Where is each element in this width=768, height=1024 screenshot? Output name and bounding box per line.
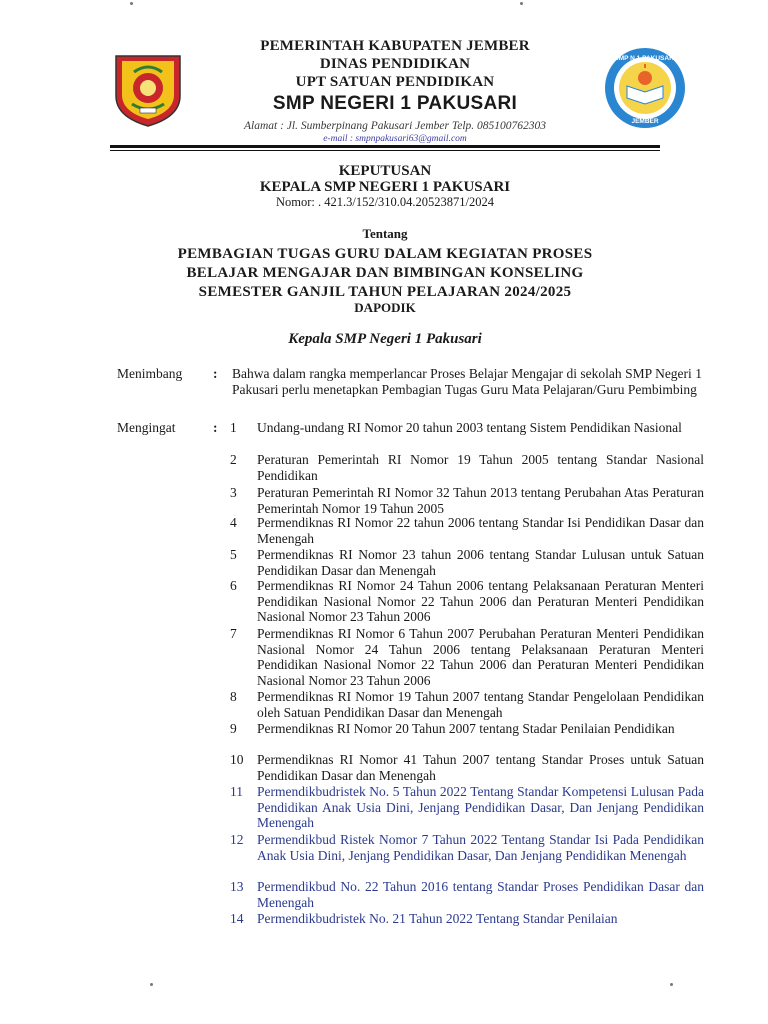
decree-issuer: KEPALA SMP NEGERI 1 PAKUSARI — [259, 179, 511, 195]
list-item-text: Permendiknas RI Nomor 41 Tahun 2007 tentang Standar Proses untuk Satuan Pendidikan Dasar dan Menengah — [257, 752, 704, 783]
list-item-text: Permendiknas RI Nomor 23 tahun 2006 tentang Standar Lulusan untuk Satuan Pendidikan Dasar dan Menengah — [257, 547, 704, 578]
list-item-text: Undang-undang RI Nomor 20 tahun 2003 tentang Sistem Pendidikan Nasional — [257, 420, 682, 435]
list-item-number: 13 — [230, 879, 244, 894]
school-seal-logo — [603, 46, 687, 130]
jember-regency-logo — [112, 52, 184, 128]
list-item-text: Permendiknas RI Nomor 6 Tahun 2007 Perubahan Peraturan Menteri Pendidikan Nasional Nomor 24 Tahun 2006 tentang Pelaksanaan Peraturan Menteri Pendidikan Nasional Nomor 22 Tahun 2006 dan Peraturan Menteri Pendidikan Nasional Nomor 23 Tahun 2006 — [257, 626, 704, 688]
list-item-text: Permendikbudristek No. 5 Tahun 2022 Tentang Standar Kompetensi Lulusan Pada Pendidikan Anak Usia Dini, Jenjang Pendidikan Dasar, Dan Jenjang Pendidikan Menengah — [257, 784, 704, 830]
list-item-text: Peraturan Pemerintah RI Nomor 19 Tahun 2005 tentang Standar Nasional Pendidikan — [257, 452, 704, 483]
list-item-number: 14 — [230, 911, 244, 926]
letterhead — [190, 37, 600, 145]
decree-title: KEPUTUSAN — [338, 163, 432, 179]
list-item-number: 12 — [230, 832, 244, 847]
list-item-number: 9 — [230, 721, 237, 736]
list-item-text: Permendikbud Ristek Nomor 7 Tahun 2022 Tentang Standar Isi Pada Pendidikan Anak Usia Dini, Jenjang Pendidikan Dasar, Dan Jenjang Pendidikan Menengah — [257, 832, 704, 863]
list-item-number: 11 — [230, 784, 243, 799]
mengingat-colon: : — [213, 420, 218, 435]
letterhead-rule-thick — [110, 145, 660, 148]
scan-speck — [150, 983, 153, 986]
menimbang-label: Menimbang — [117, 366, 183, 381]
letterhead-line-1: PEMERINTAH KABUPATEN JEMBER — [260, 38, 530, 54]
list-item-number: 3 — [230, 485, 237, 500]
list-item-text: Permendikbudristek No. 21 Tahun 2022 Tentang Standar Penilaian — [257, 911, 618, 926]
list-item-number: 6 — [230, 578, 237, 593]
decree-number: Nomor: . 421.3/152/310.04.20523871/2024 — [275, 195, 495, 209]
list-item-number: 8 — [230, 689, 237, 704]
decree-subject-line-4: DAPODIK — [354, 300, 416, 315]
seal-text-top: SMP N 1 PAKUSARI — [614, 55, 676, 62]
decree-tentang: Tentang — [362, 226, 408, 241]
list-item-text: Permendiknas RI Nomor 22 tahun 2006 tentang Standar Isi Pendidikan Dasar dan Menengah — [257, 515, 704, 546]
list-item-number: 10 — [230, 752, 244, 767]
letterhead-rule-thin — [110, 150, 660, 151]
menimbang-text: Bahwa dalam rangka memperlancar Proses Belajar Mengajar di sekolah SMP Negeri 1 Pakusari perlu menetapkan Pembagian Tugas Guru Mata Pelajaran/Guru Pembimbing — [232, 366, 702, 397]
list-item-text: Permendiknas RI Nomor 20 Tahun 2007 tentang Stadar Penilaian Pendidikan — [257, 721, 675, 736]
menimbang-colon: : — [213, 366, 218, 381]
list-item-text: Permendiknas RI Nomor 19 Tahun 2007 tentang Standar Pengelolaan Pendidikan oleh Satuan Pendidikan Dasar dan Menengah — [257, 689, 704, 720]
letterhead-line-3: UPT SATUAN PENDIDIKAN — [295, 74, 495, 90]
list-item-number: 7 — [230, 626, 237, 641]
list-item-text: Permendikbud No. 22 Tahun 2016 tentang Standar Proses Pendidikan Dasar dan Menengah — [257, 879, 704, 910]
list-item-number: 4 — [230, 515, 237, 530]
letterhead-line-2: DINAS PENDIDIKAN — [319, 56, 471, 72]
decree-kepala: Kepala SMP Negeri 1 Pakusari — [288, 331, 482, 347]
mengingat-label: Mengingat — [117, 420, 176, 435]
list-item-number: 2 — [230, 452, 237, 467]
list-item-number: 1 — [230, 420, 237, 435]
scan-speck — [520, 2, 523, 5]
scan-speck — [670, 983, 673, 986]
list-item-text: Peraturan Pemerintah RI Nomor 32 Tahun 2013 tentang Perubahan Atas Peraturan Pemerintah Nomor 19 Tahun 2005 — [257, 485, 704, 516]
school-address: Alamat : Jl. Sumberpinang Pakusari Jember Telp. 085100762303 — [243, 120, 547, 132]
decree-subject-line-2: BELAJAR MENGAJAR DAN BIMBINGAN KONSELING — [186, 265, 584, 281]
decree-subject-line-1: PEMBAGIAN TUGAS GURU DALAM KEGIATAN PROSES — [177, 246, 593, 262]
list-item-number: 5 — [230, 547, 237, 562]
seal-text-bottom: JEMBER — [631, 118, 659, 125]
school-name: SMP NEGERI 1 PAKUSARI — [272, 93, 518, 114]
school-email: e-mail : smpnpakusari63@gmail.com — [323, 134, 467, 144]
scan-speck — [130, 2, 133, 5]
list-item-text: Permendiknas RI Nomor 24 Tahun 2006 tentang Pelaksanaan Peraturan Menteri Pendidikan Nasional Nomor 22 Tahun 2006 dan Peraturan Menteri Pendidikan Nasional Nomor 23 Tahun 2006 — [257, 578, 704, 624]
decree-subject-line-3: SEMESTER GANJIL TAHUN PELAJARAN 2024/2025 — [198, 284, 572, 300]
